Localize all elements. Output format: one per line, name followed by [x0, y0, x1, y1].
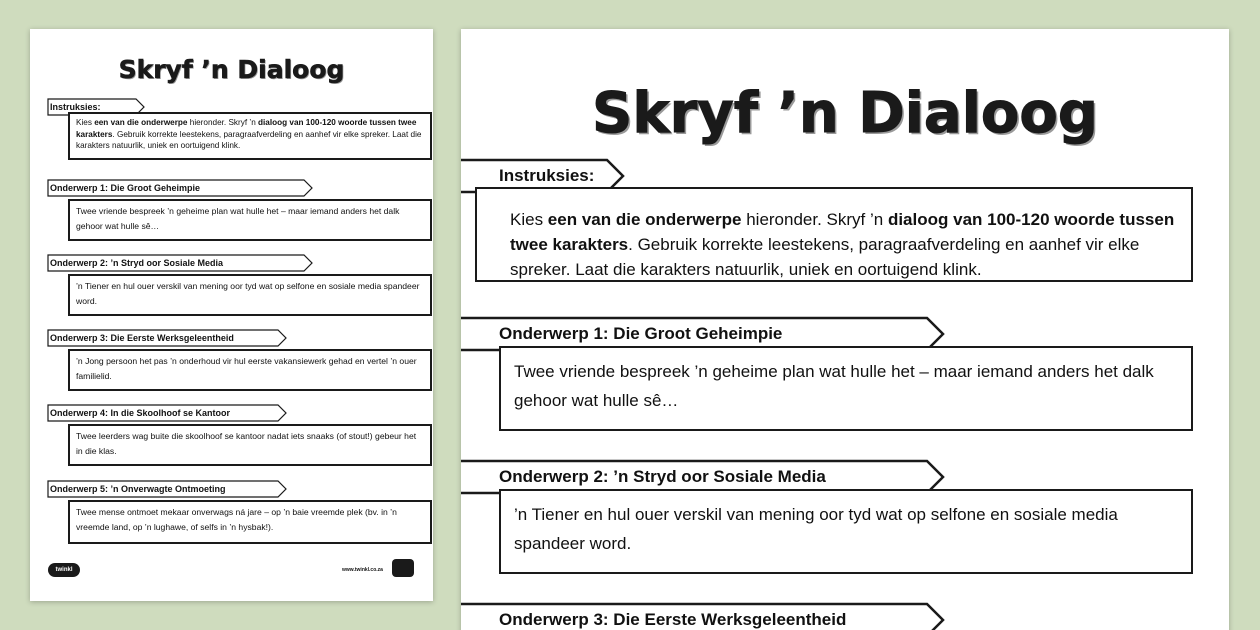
topic-box — [499, 489, 1193, 574]
page-title: Skryf ’n Dialoog — [592, 81, 1098, 146]
topic-box — [499, 346, 1193, 431]
topic-box — [68, 199, 432, 241]
page-title: Skryf ’n Dialoog — [118, 55, 345, 84]
topic-text: Twee leerders wag buite die skoolhoof se kantoor nadat iets snaaks (of stout!) gebeur het in die klas. — [76, 431, 417, 456]
topic-box — [68, 424, 432, 466]
topic-label: Onderwerp 2: ’n Stryd oor Sosiale Media — [50, 258, 224, 268]
twinkl-logo: twinkl — [48, 563, 80, 577]
topic-label: Onderwerp 5: ’n Onverwagte Ontmoeting — [50, 484, 226, 494]
worksheet-thumbnail — [30, 29, 433, 601]
topic-text: Twee vriende bespreek ’n geheime plan wat hulle het – maar iemand anders het dalk gehoor wat hulle sê… — [514, 362, 1154, 410]
topic-text: Twee mense ontmoet mekaar onverwags ná jare – op ’n baie vreemde plek (bv. in ’n vreemde land, op ’n lughawe, of selfs in ’n hysbak!). — [76, 507, 397, 532]
instructions-text: Kies — [510, 210, 548, 229]
topic-label: Onderwerp 1: Die Groot Geheimpie — [50, 183, 201, 193]
topic-text: ’n Jong persoon het pas ’n onderhoud vir hul eerste vakansiewerk gehad en vertel ’n ouer familielid. — [76, 356, 417, 381]
topic-text: ’n Tiener en hul ouer verskil van mening oor tyd wat op selfone en sosiale media spandeer word. — [514, 505, 1118, 553]
instructions-text: hieronder. Skryf ’n — [187, 118, 259, 127]
instructions-text: Kies — [76, 118, 95, 127]
instructions-text: . Gebruik korrekte leestekens, paragraafverdeling en aanhef vir elke spreker. Laat die karakters natuurlik, uniek en oortuigend klink. — [510, 235, 1140, 279]
instructions-box — [475, 187, 1193, 282]
topic-box — [68, 500, 432, 544]
topic-label: Onderwerp 4: In die Skoolhoof se Kantoor — [50, 408, 231, 418]
instructions-bold: een van die onderwerpe — [94, 118, 188, 127]
topic-box — [68, 349, 432, 391]
topic-text: Twee vriende bespreek ’n geheime plan wat hulle het – maar iemand anders het dalk gehoor wat hulle sê… — [76, 206, 400, 231]
topic-label: Onderwerp 3: Die Eerste Werksgeleentheid — [499, 610, 847, 629]
topic-box — [68, 274, 432, 316]
instructions-text: . Gebruik korrekte leestekens, paragraafverdeling en aanhef vir elke spreker. Laat die karakters natuurlik, uniek en oortuigend klink. — [76, 129, 422, 150]
instructions-text: hieronder. Skryf ’n — [741, 210, 888, 229]
instructions-bold: een van die onderwerpe — [547, 210, 742, 229]
instructions-bold: dialoog van 100-120 woorde tussen twee karakters — [510, 210, 1175, 254]
worksheet-zoomed — [461, 29, 1229, 630]
brand-badge-icon — [392, 559, 414, 577]
instructions-bold: dialoog van 100-120 woorde tussen twee karakters — [76, 118, 417, 139]
topic-label: Onderwerp 3: Die Eerste Werksgeleentheid — [50, 333, 234, 343]
topic-label: Onderwerp 1: Die Groot Geheimpie — [499, 324, 783, 343]
instructions-label: Instruksies: — [499, 166, 595, 185]
footer-url: www.twinkl.co.za — [342, 567, 383, 573]
instructions-label: Instruksies: — [50, 102, 101, 112]
topic-label: Onderwerp 2: ’n Stryd oor Sosiale Media — [499, 467, 826, 486]
instructions-box — [68, 112, 432, 160]
topic-text: ’n Tiener en hul ouer verskil van mening oor tyd wat op selfone en sosiale media spandeer word. — [76, 281, 420, 306]
